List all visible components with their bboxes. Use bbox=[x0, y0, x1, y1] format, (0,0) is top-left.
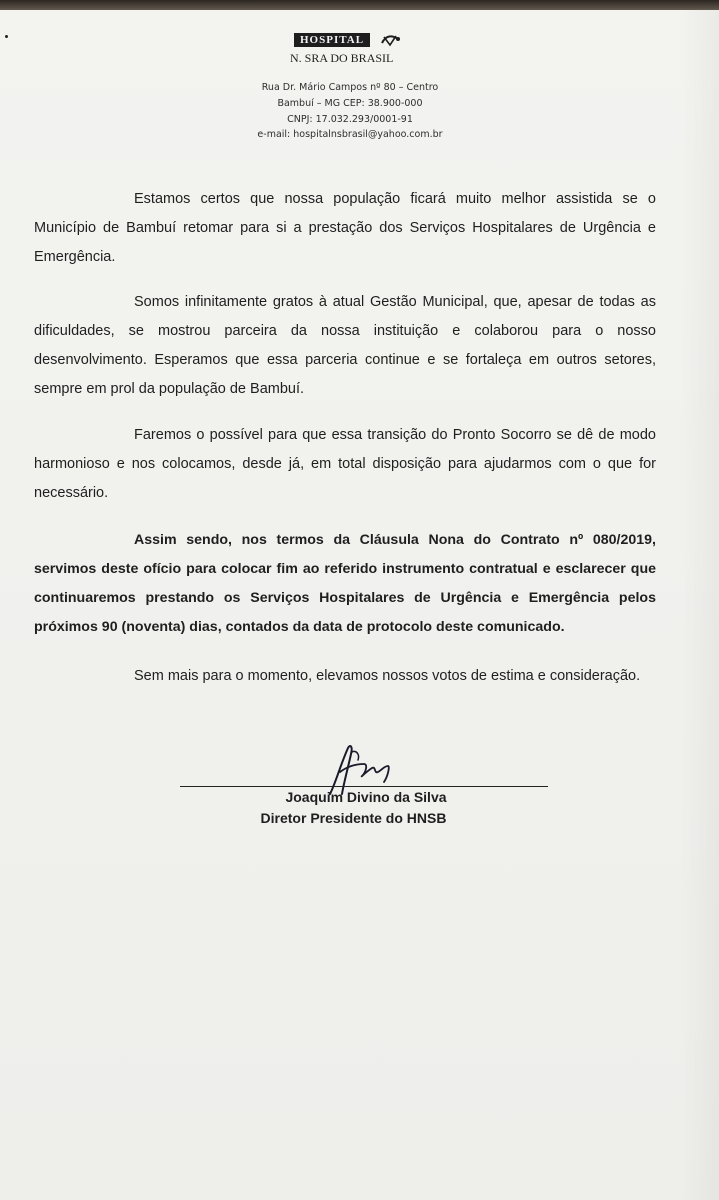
paragraph-4: Assim sendo, nos termos da Cláusula Nona do Contrato nº 080/2019, servimos deste ofício para colocar fim ao referido instrumento contratual e esclarecer que continuaremos prestando os Serviços Hospitalares de Urgência e Emergência pelos próximos 90 (noventa) dias, contados da data de protocolo deste comunicado. bbox=[34, 532, 656, 635]
caduceus-icon bbox=[378, 31, 402, 49]
cnpj-line: CNPJ: 17.032.293/0001-91 bbox=[287, 113, 413, 125]
closing-paragraph: Sem mais para o momento, elevamos nossos votos de estima e consideração. bbox=[134, 668, 641, 684]
ink-dot bbox=[5, 35, 8, 38]
logo-top-text: HOSPITAL bbox=[294, 33, 370, 47]
email-line: e-mail: hospitalnsbrasil@yahoo.com.br bbox=[257, 129, 443, 141]
paper-shadow bbox=[679, 10, 719, 1200]
signer-name: Joaquim Divino da Silva bbox=[285, 789, 447, 805]
address-line-2: Bambuí – MG CEP: 38.900-000 bbox=[277, 97, 423, 109]
logo-bottom-text: N. SRA DO BRASIL bbox=[290, 51, 394, 65]
hospital-logo bbox=[288, 29, 420, 71]
letterhead-info bbox=[200, 80, 500, 143]
signer-block bbox=[180, 787, 548, 829]
signer-title: Diretor Presidente do HNSB bbox=[260, 810, 447, 826]
paragraph-3: Faremos o possível para que essa transição do Pronto Socorro se dê de modo harmonioso e nos colocamos, desde já, em total disposição para ajudarmos com o que for necessário. bbox=[34, 427, 656, 501]
paragraph-2: Somos infinitamente gratos à atual Gestão Municipal, que, apesar de todas as dificuldades, se mostrou parceira da nossa instituição e colaborou para o nosso desenvolvimento. Esperamos que essa parceria continue e se fortaleça em outros setores, sempre em prol da população de Bambuí. bbox=[34, 294, 656, 397]
address-line-1: Rua Dr. Mário Campos nº 80 – Centro bbox=[261, 82, 439, 93]
paragraph-1: Estamos certos que nossa população ficará muito melhor assistida se o Município de Bambuí retomar para si a prestação dos Serviços Hospitalares de Urgência e Emergência. bbox=[34, 191, 656, 265]
